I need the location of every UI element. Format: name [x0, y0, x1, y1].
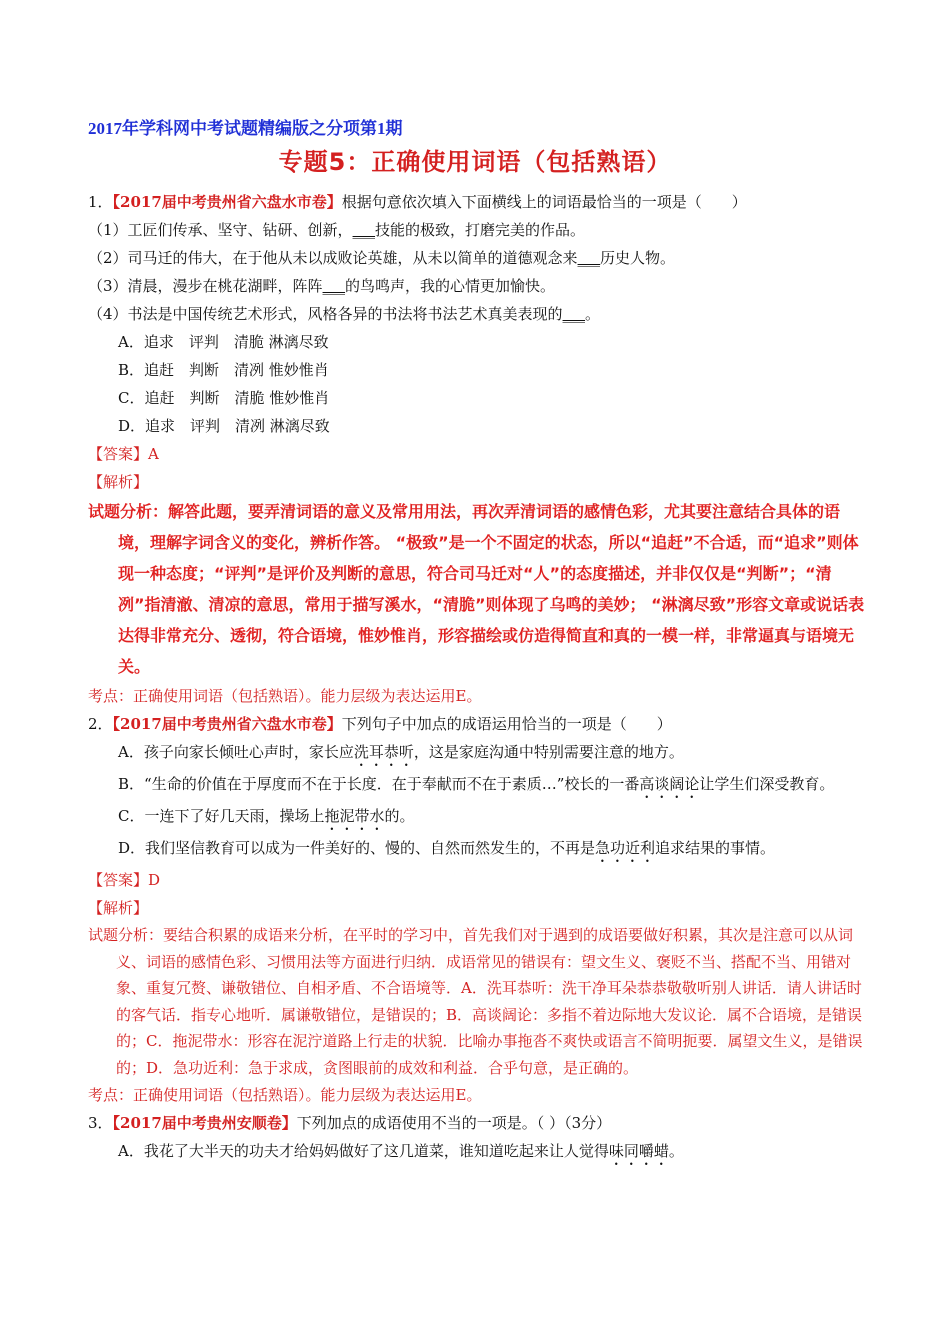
kaodian-text: 考点：正确使用词语（包括熟语）。能力层级为表达运用E。	[88, 1086, 482, 1104]
option-a: A．我花了大半天的功夫才给妈妈做好了这几道菜，谁知道吃起来让人觉得味同嚼蜡。	[118, 1142, 684, 1160]
option-b: B．追赶 判断 清冽 惟妙惟肖	[118, 361, 329, 379]
question-1-stem: 1．【2017届中考贵州省六盘水市卷】根据句意依次填入下面横线上的词语最恰当的一项是（ ）	[88, 193, 747, 211]
question-1-sentence-1: （1）工匠们传承、坚守、钻研、创新，___技能的极致，打磨完美的作品。	[88, 221, 586, 239]
option-c: C．追赶 判断 清脆 惟妙惟肖	[118, 389, 330, 407]
question-source: 【2017届中考贵州省六盘水市卷】	[112, 715, 342, 733]
question-1-sentence-4: （4）书法是中国传统艺术形式，风格各异的书法将书法艺术真美表现的___。	[88, 305, 601, 323]
fill-blank: ___	[322, 277, 346, 295]
dotted-idiom: 味同嚼蜡	[608, 1142, 669, 1160]
question-3-stem: 3．【2017届中考贵州安顺卷】下列加点的成语使用不当的一项是。（ ）（3分）	[88, 1114, 612, 1132]
fill-blank: ___	[562, 305, 586, 323]
document-body	[88, 188, 868, 1169]
option-a: A．孩子向家长倾吐心声时，家长应洗耳恭听，这是家庭沟通中特别需要注意的地方。	[118, 743, 684, 761]
option-d: D．追求 评判 清冽 淋漓尽致	[118, 417, 330, 435]
option-b: B．“生命的价值在于厚度而不在于长度．在于奉献而不在于素质…”校长的一番高谈阔论让学生们深受教育。	[118, 775, 835, 793]
analysis-text: 试题分析：要结合积累的成语来分析，在平时的学习中，首先我们对于遇到的成语要做好积累，其次是注意可以从词义、词语的感情色彩、习惯用法等方面进行归纳．成语常见的错误有：望文生义、褒贬不当、搭配不当、用错对象、重复冗赘、谦敬错位、自相矛盾、不合语境等．A．洗耳恭听：洗干净耳朵恭恭敬敬听别人讲话．请人讲话时的客气话．指专心地听．属谦敬错位，是错误的；B．高谈阔论：多指不着边际地大发议论．属不合语境，是错误的；C．拖泥带水：形容在泥泞道路上行走的状貌．比喻办事拖沓不爽快或语言不简明扼要．属望文生义，是错误的；D．急功近利：急于求成，贪图眼前的成效和利益．合乎句意，是正确的。	[88, 926, 863, 1077]
question-1-sentence-2: （2）司马迁的伟大，在于他从未以成败论英雄，从未以简单的道德观念来___历史人物。	[88, 249, 676, 267]
dotted-idiom: 拖泥带水	[324, 807, 385, 825]
dotted-idiom: 高谈阔论	[639, 775, 700, 793]
question-source: 【2017届中考贵州省六盘水市卷】	[112, 193, 342, 211]
fill-blank: ___	[352, 221, 376, 239]
question-source: 【2017届中考贵州安顺卷】	[112, 1114, 297, 1132]
fill-blank: ___	[577, 249, 601, 267]
option-c: C．一连下了好几天雨，操场上拖泥带水的。	[118, 807, 415, 825]
answer-label: 【答案】D	[88, 871, 161, 889]
analysis-text: 试题分析：解答此题，要弄清词语的意义及常用用法，再次弄清词语的感情色彩，尤其要注意结合具体的语境，理解字词含义的变化，辨析作答。 “极致”是一个不固定的状态，所以“追赶”不合适，而“追求”则体现一种态度；“评判”是评价及判断的意思，符合司马迁对“人”的态度描述，并非仅仅是“判断”；“清冽”指清澈、清凉的意思，常用于描写溪水，“清脆”则体现了乌鸣的美妙； “淋漓尽致”形容文章或说话表达得非常充分、透彻，符合语境，惟妙惟肖，形容描绘或仿造得简直和真的一模一样，非常逼真与语境无关。	[88, 502, 865, 676]
option-d: D．我们坚信教育可以成为一件美好的、慢的、自然而然发生的，不再是急功近利追求结果的事情。	[118, 839, 776, 857]
analysis-label: 【解析】	[88, 473, 149, 491]
document-header: 2017年学科网中考试题精编版之分项第1期	[88, 119, 403, 138]
question-2-stem: 2．【2017届中考贵州省六盘水市卷】下列句子中加点的成语运用恰当的一项是（ ）	[88, 715, 672, 733]
dotted-idiom: 洗耳恭听	[353, 743, 414, 761]
page-title: 专题5：正确使用词语（包括熟语）	[278, 148, 672, 176]
question-1-sentence-3: （3）清晨，漫步在桃花湖畔，阵阵___的鸟鸣声，我的心情更加愉快。	[88, 277, 556, 295]
kaodian-text: 考点：正确使用词语（包括熟语）。能力层级为表达运用E。	[88, 687, 482, 705]
analysis-label: 【解析】	[88, 899, 149, 917]
answer-label: 【答案】A	[88, 445, 159, 463]
dotted-idiom: 急功近利	[595, 839, 656, 857]
option-a: A．追求 评判 清脆 淋漓尽致	[118, 333, 329, 351]
